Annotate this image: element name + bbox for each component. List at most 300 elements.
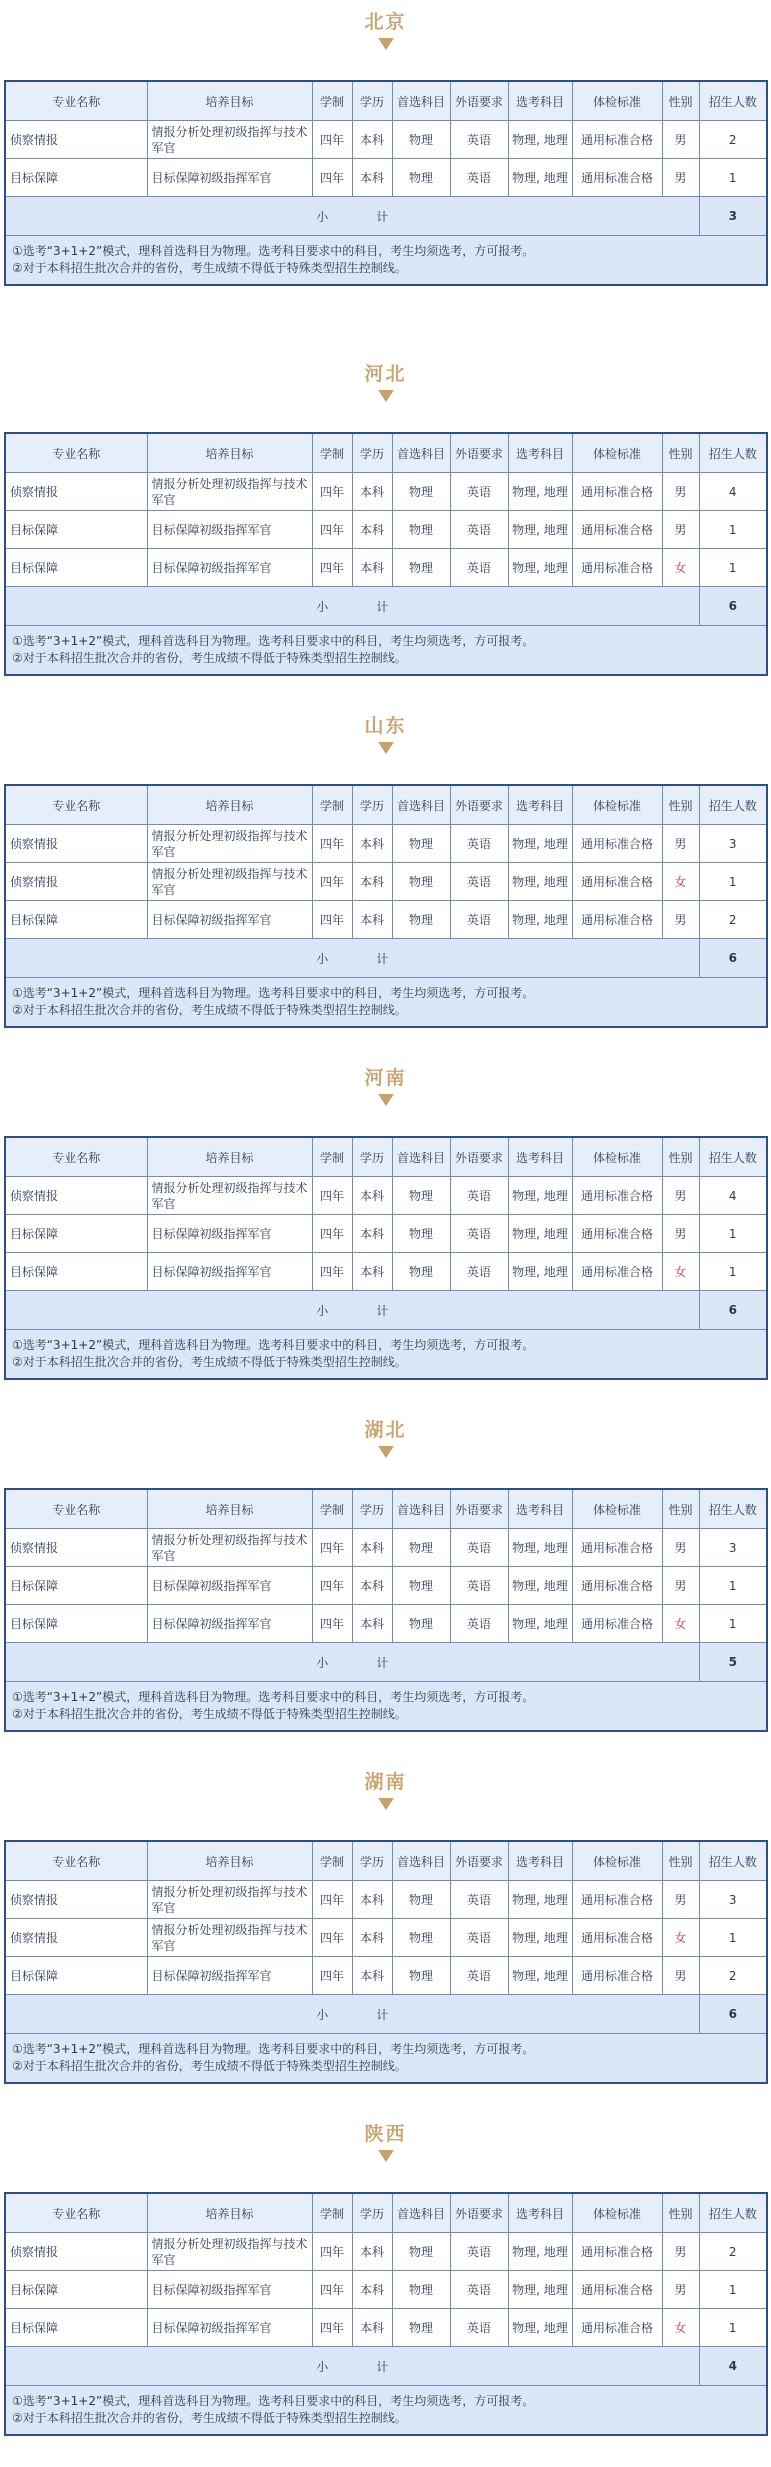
table-row xyxy=(5,1567,767,1605)
column-header: 培养目标 xyxy=(147,2193,312,2233)
table-cell: 侦察情报 xyxy=(5,2233,147,2271)
table-row xyxy=(5,159,767,197)
table-cell: 侦察情报 xyxy=(5,1529,147,1567)
table-cell: 目标保障 xyxy=(5,1253,147,1291)
quota-cell: 1 xyxy=(699,1605,767,1643)
column-header: 首选科目 xyxy=(392,433,450,473)
admissions-table xyxy=(4,1488,768,1732)
province-title: 山东 xyxy=(364,715,407,737)
table-cell: 物理, 地理 xyxy=(508,1567,572,1605)
column-header: 专业名称 xyxy=(5,433,147,473)
notes-row xyxy=(5,626,767,676)
column-header: 专业名称 xyxy=(5,1489,147,1529)
note-line: ②对于本科招生批次合并的省份，考生成绩不得低于特殊类型招生控制线。 xyxy=(12,2411,407,2425)
subtotal-label-left: 小 xyxy=(316,599,329,614)
table-cell: 物理, 地理 xyxy=(508,1919,572,1957)
province-section xyxy=(0,1066,771,1411)
note-line: ②对于本科招生批次合并的省份，考生成绩不得低于特殊类型招生控制线。 xyxy=(12,2059,407,2073)
table-cell: 通用标准合格 xyxy=(572,549,662,587)
table-cell: 侦察情报 xyxy=(5,1919,147,1957)
column-header: 选考科目 xyxy=(508,81,572,121)
table-cell: 物理 xyxy=(392,2271,450,2309)
column-header: 招生人数 xyxy=(699,1841,767,1881)
quota-cell: 1 xyxy=(699,1919,767,1957)
gender-cell: 男 xyxy=(662,1177,699,1215)
table-cell: 目标保障 xyxy=(5,2271,147,2309)
table-cell: 通用标准合格 xyxy=(572,1529,662,1567)
province-section xyxy=(0,362,771,707)
table-cell: 四年 xyxy=(312,121,352,159)
table-cell: 物理 xyxy=(392,1177,450,1215)
table-cell: 物理 xyxy=(392,1253,450,1291)
column-header: 专业名称 xyxy=(5,1841,147,1881)
table-cell: 物理, 地理 xyxy=(508,901,572,939)
subtotal-row xyxy=(5,1995,767,2034)
notes-row xyxy=(5,978,767,1028)
table-cell: 目标保障初级指挥军官 xyxy=(147,1215,312,1253)
table-cell: 目标保障初级指挥军官 xyxy=(147,1253,312,1291)
notes-cell xyxy=(5,978,767,1028)
column-header: 招生人数 xyxy=(699,433,767,473)
note-line: ②对于本科招生批次合并的省份，考生成绩不得低于特殊类型招生控制线。 xyxy=(12,1355,407,1369)
down-arrow-icon xyxy=(378,38,394,50)
table-cell: 英语 xyxy=(450,1881,508,1919)
column-header: 学历 xyxy=(352,433,392,473)
table-cell: 物理, 地理 xyxy=(508,1177,572,1215)
table-row xyxy=(5,1919,767,1957)
note-line: ②对于本科招生批次合并的省份，考生成绩不得低于特殊类型招生控制线。 xyxy=(12,1707,407,1721)
subtotal-value: 6 xyxy=(699,1995,767,2034)
table-cell: 四年 xyxy=(312,511,352,549)
subtotal-label-right: 计 xyxy=(376,599,389,614)
note-line: ①选考“3+1+2”模式，理科首选科目为物理。选考科目要求中的科目，考生均须选考，方可报考。 xyxy=(12,986,535,1000)
table-cell: 侦察情报 xyxy=(5,863,147,901)
quota-cell: 2 xyxy=(699,2233,767,2271)
subtotal-label-right: 计 xyxy=(376,951,389,966)
table-cell: 通用标准合格 xyxy=(572,1957,662,1995)
table-cell: 本科 xyxy=(352,121,392,159)
quota-cell: 3 xyxy=(699,1529,767,1567)
column-header: 培养目标 xyxy=(147,1137,312,1177)
province-section xyxy=(0,1770,771,2115)
column-header: 首选科目 xyxy=(392,2193,450,2233)
table-cell: 通用标准合格 xyxy=(572,825,662,863)
subtotal-label-left: 小 xyxy=(316,2007,329,2022)
table-cell: 通用标准合格 xyxy=(572,901,662,939)
table-cell: 英语 xyxy=(450,473,508,511)
subtotal-row xyxy=(5,939,767,978)
notes-row xyxy=(5,236,767,286)
table-cell: 通用标准合格 xyxy=(572,159,662,197)
subtotal-value: 6 xyxy=(699,587,767,626)
table-cell: 物理, 地理 xyxy=(508,549,572,587)
column-header: 体检标准 xyxy=(572,2193,662,2233)
subtotal-label xyxy=(5,939,699,978)
note-line: ①选考“3+1+2”模式，理科首选科目为物理。选考科目要求中的科目，考生均须选考，方可报考。 xyxy=(12,244,535,258)
table-cell: 本科 xyxy=(352,159,392,197)
table-cell: 侦察情报 xyxy=(5,121,147,159)
note-line: ②对于本科招生批次合并的省份，考生成绩不得低于特殊类型招生控制线。 xyxy=(12,651,407,665)
table-cell: 物理 xyxy=(392,1919,450,1957)
column-header: 性别 xyxy=(662,785,699,825)
table-cell: 四年 xyxy=(312,825,352,863)
quota-cell: 1 xyxy=(699,1253,767,1291)
column-header: 专业名称 xyxy=(5,81,147,121)
table-cell: 侦察情报 xyxy=(5,825,147,863)
gender-cell: 男 xyxy=(662,1567,699,1605)
table-cell: 英语 xyxy=(450,1919,508,1957)
table-cell: 物理, 地理 xyxy=(508,825,572,863)
table-row xyxy=(5,473,767,511)
subtotal-value: 6 xyxy=(699,1291,767,1330)
admissions-table xyxy=(4,1136,768,1380)
table-cell: 物理 xyxy=(392,1215,450,1253)
gender-cell: 男 xyxy=(662,1881,699,1919)
table-cell: 情报分析处理初级指挥与技术军官 xyxy=(147,863,312,901)
table-cell: 四年 xyxy=(312,901,352,939)
table-cell: 本科 xyxy=(352,1567,392,1605)
table-cell: 目标保障 xyxy=(5,159,147,197)
table-cell: 物理, 地理 xyxy=(508,1957,572,1995)
gender-cell: 男 xyxy=(662,2271,699,2309)
table-header-row xyxy=(5,1841,767,1881)
table-cell: 英语 xyxy=(450,1177,508,1215)
table-cell: 目标保障 xyxy=(5,549,147,587)
table-row xyxy=(5,1881,767,1919)
table-cell: 目标保障 xyxy=(5,1567,147,1605)
column-header: 招生人数 xyxy=(699,2193,767,2233)
column-header: 专业名称 xyxy=(5,2193,147,2233)
subtotal-label-right: 计 xyxy=(376,209,389,224)
table-row xyxy=(5,1253,767,1291)
column-header: 学历 xyxy=(352,81,392,121)
table-cell: 英语 xyxy=(450,511,508,549)
column-header: 专业名称 xyxy=(5,1137,147,1177)
table-cell: 四年 xyxy=(312,549,352,587)
subtotal-value: 4 xyxy=(699,2347,767,2386)
table-cell: 英语 xyxy=(450,1215,508,1253)
table-row xyxy=(5,1957,767,1995)
column-header: 首选科目 xyxy=(392,785,450,825)
table-cell: 英语 xyxy=(450,2309,508,2347)
column-header: 选考科目 xyxy=(508,433,572,473)
province-title: 湖北 xyxy=(364,1419,407,1441)
table-cell: 物理, 地理 xyxy=(508,1881,572,1919)
gender-cell: 男 xyxy=(662,1529,699,1567)
table-cell: 四年 xyxy=(312,863,352,901)
subtotal-label xyxy=(5,1995,699,2034)
table-cell: 本科 xyxy=(352,549,392,587)
column-header: 外语要求 xyxy=(450,1489,508,1529)
gender-cell: 女 xyxy=(662,2309,699,2347)
table-cell: 物理, 地理 xyxy=(508,2309,572,2347)
column-header: 体检标准 xyxy=(572,433,662,473)
table-cell: 目标保障初级指挥军官 xyxy=(147,2309,312,2347)
table-cell: 目标保障 xyxy=(5,1215,147,1253)
table-row xyxy=(5,863,767,901)
gender-cell: 男 xyxy=(662,1215,699,1253)
quota-cell: 1 xyxy=(699,511,767,549)
table-cell: 物理 xyxy=(392,159,450,197)
table-cell: 本科 xyxy=(352,2271,392,2309)
table-cell: 物理 xyxy=(392,863,450,901)
quota-cell: 2 xyxy=(699,1957,767,1995)
gender-cell: 女 xyxy=(662,1919,699,1957)
table-cell: 本科 xyxy=(352,863,392,901)
subtotal-label-right: 计 xyxy=(376,1303,389,1318)
table-cell: 物理, 地理 xyxy=(508,1529,572,1567)
table-cell: 物理, 地理 xyxy=(508,159,572,197)
down-arrow-icon xyxy=(378,1094,394,1106)
table-cell: 本科 xyxy=(352,1919,392,1957)
table-cell: 本科 xyxy=(352,2309,392,2347)
table-cell: 英语 xyxy=(450,1529,508,1567)
subtotal-label-left: 小 xyxy=(316,1303,329,1318)
column-header: 首选科目 xyxy=(392,1137,450,1177)
table-row xyxy=(5,2271,767,2309)
column-header: 首选科目 xyxy=(392,81,450,121)
notes-row xyxy=(5,2034,767,2084)
gender-cell: 男 xyxy=(662,511,699,549)
table-cell: 四年 xyxy=(312,1529,352,1567)
table-cell: 物理, 地理 xyxy=(508,511,572,549)
province-title: 湖南 xyxy=(364,1771,407,1793)
table-cell: 四年 xyxy=(312,1881,352,1919)
table-header-row xyxy=(5,2193,767,2233)
down-arrow-icon xyxy=(378,2150,394,2162)
gender-cell: 男 xyxy=(662,825,699,863)
province-title: 河南 xyxy=(364,1067,407,1089)
table-cell: 目标保障初级指挥军官 xyxy=(147,1567,312,1605)
table-cell: 通用标准合格 xyxy=(572,2309,662,2347)
table-cell: 通用标准合格 xyxy=(572,1605,662,1643)
column-header: 学历 xyxy=(352,2193,392,2233)
table-row xyxy=(5,1177,767,1215)
table-cell: 物理 xyxy=(392,121,450,159)
quota-cell: 3 xyxy=(699,825,767,863)
column-header: 学制 xyxy=(312,1841,352,1881)
column-header: 选考科目 xyxy=(508,785,572,825)
column-header: 首选科目 xyxy=(392,1489,450,1529)
column-header: 外语要求 xyxy=(450,785,508,825)
subtotal-row xyxy=(5,1643,767,1682)
column-header: 外语要求 xyxy=(450,1137,508,1177)
gender-cell: 男 xyxy=(662,159,699,197)
column-header: 外语要求 xyxy=(450,2193,508,2233)
column-header: 培养目标 xyxy=(147,1489,312,1529)
table-cell: 物理, 地理 xyxy=(508,2271,572,2309)
column-header: 学历 xyxy=(352,1137,392,1177)
table-row xyxy=(5,2233,767,2271)
table-cell: 目标保障 xyxy=(5,1957,147,1995)
table-cell: 侦察情报 xyxy=(5,473,147,511)
table-cell: 情报分析处理初级指挥与技术军官 xyxy=(147,825,312,863)
quota-cell: 1 xyxy=(699,1567,767,1605)
table-cell: 本科 xyxy=(352,2233,392,2271)
table-cell: 物理 xyxy=(392,2233,450,2271)
province-title: 陕西 xyxy=(364,2123,407,2145)
table-cell: 通用标准合格 xyxy=(572,473,662,511)
table-row xyxy=(5,825,767,863)
table-cell: 本科 xyxy=(352,901,392,939)
admissions-table xyxy=(4,784,768,1028)
table-cell: 目标保障初级指挥军官 xyxy=(147,511,312,549)
table-cell: 四年 xyxy=(312,2271,352,2309)
table-cell: 四年 xyxy=(312,1177,352,1215)
table-cell: 目标保障 xyxy=(5,1605,147,1643)
table-cell: 通用标准合格 xyxy=(572,1919,662,1957)
quota-cell: 2 xyxy=(699,901,767,939)
subtotal-label-left: 小 xyxy=(316,2359,329,2374)
table-cell: 目标保障初级指挥军官 xyxy=(147,549,312,587)
column-header: 培养目标 xyxy=(147,1841,312,1881)
column-header: 体检标准 xyxy=(572,785,662,825)
table-cell: 目标保障初级指挥军官 xyxy=(147,159,312,197)
column-header: 首选科目 xyxy=(392,1841,450,1881)
notes-cell xyxy=(5,2386,767,2436)
column-header: 培养目标 xyxy=(147,81,312,121)
province-section xyxy=(0,2122,771,2467)
quota-cell: 3 xyxy=(699,1881,767,1919)
subtotal-value: 5 xyxy=(699,1643,767,1682)
subtotal-label xyxy=(5,1291,699,1330)
column-header: 性别 xyxy=(662,81,699,121)
column-header: 学历 xyxy=(352,1489,392,1529)
table-row xyxy=(5,511,767,549)
notes-row xyxy=(5,1682,767,1732)
table-cell: 通用标准合格 xyxy=(572,1215,662,1253)
column-header: 选考科目 xyxy=(508,1489,572,1529)
column-header: 学制 xyxy=(312,81,352,121)
table-cell: 四年 xyxy=(312,1215,352,1253)
table-header-row xyxy=(5,1489,767,1529)
table-cell: 四年 xyxy=(312,2309,352,2347)
table-cell: 通用标准合格 xyxy=(572,2233,662,2271)
column-header: 性别 xyxy=(662,1841,699,1881)
column-header: 性别 xyxy=(662,433,699,473)
table-cell: 本科 xyxy=(352,1529,392,1567)
column-header: 招生人数 xyxy=(699,1137,767,1177)
table-cell: 物理, 地理 xyxy=(508,2233,572,2271)
province-section xyxy=(0,10,771,355)
column-header: 外语要求 xyxy=(450,81,508,121)
gender-cell: 男 xyxy=(662,473,699,511)
quota-cell: 4 xyxy=(699,1177,767,1215)
column-header: 学历 xyxy=(352,785,392,825)
subtotal-row xyxy=(5,587,767,626)
table-row xyxy=(5,549,767,587)
column-header: 学历 xyxy=(352,1841,392,1881)
table-cell: 英语 xyxy=(450,825,508,863)
table-cell: 物理 xyxy=(392,511,450,549)
gender-cell: 男 xyxy=(662,2233,699,2271)
table-row xyxy=(5,1215,767,1253)
table-cell: 本科 xyxy=(352,511,392,549)
table-cell: 物理 xyxy=(392,1529,450,1567)
table-cell: 英语 xyxy=(450,549,508,587)
table-cell: 物理 xyxy=(392,825,450,863)
column-header: 招生人数 xyxy=(699,81,767,121)
table-cell: 情报分析处理初级指挥与技术军官 xyxy=(147,1529,312,1567)
column-header: 学制 xyxy=(312,785,352,825)
quota-cell: 1 xyxy=(699,549,767,587)
gender-cell: 男 xyxy=(662,901,699,939)
table-cell: 情报分析处理初级指挥与技术军官 xyxy=(147,121,312,159)
column-header: 选考科目 xyxy=(508,1841,572,1881)
table-cell: 物理, 地理 xyxy=(508,121,572,159)
table-cell: 四年 xyxy=(312,1919,352,1957)
table-header-row xyxy=(5,81,767,121)
column-header: 招生人数 xyxy=(699,1489,767,1529)
admissions-table xyxy=(4,2192,768,2436)
subtotal-label xyxy=(5,197,699,236)
table-cell: 物理, 地理 xyxy=(508,1605,572,1643)
column-header: 体检标准 xyxy=(572,1137,662,1177)
province-title: 河北 xyxy=(364,363,407,385)
table-cell: 英语 xyxy=(450,1567,508,1605)
table-cell: 通用标准合格 xyxy=(572,863,662,901)
table-cell: 物理 xyxy=(392,473,450,511)
table-cell: 本科 xyxy=(352,825,392,863)
gender-cell: 男 xyxy=(662,1957,699,1995)
table-cell: 目标保障初级指挥军官 xyxy=(147,1605,312,1643)
quota-cell: 1 xyxy=(699,1215,767,1253)
table-cell: 物理, 地理 xyxy=(508,473,572,511)
gender-cell: 女 xyxy=(662,1253,699,1291)
subtotal-label-right: 计 xyxy=(376,2007,389,2022)
table-cell: 目标保障初级指挥军官 xyxy=(147,1957,312,1995)
table-cell: 四年 xyxy=(312,1567,352,1605)
table-cell: 物理 xyxy=(392,549,450,587)
table-cell: 物理, 地理 xyxy=(508,1215,572,1253)
table-cell: 通用标准合格 xyxy=(572,1881,662,1919)
table-cell: 四年 xyxy=(312,473,352,511)
table-cell: 英语 xyxy=(450,121,508,159)
quota-cell: 1 xyxy=(699,159,767,197)
table-cell: 通用标准合格 xyxy=(572,1177,662,1215)
subtotal-label-left: 小 xyxy=(316,1655,329,1670)
province-section xyxy=(0,714,771,1059)
column-header: 培养目标 xyxy=(147,785,312,825)
note-line: ①选考“3+1+2”模式，理科首选科目为物理。选考科目要求中的科目，考生均须选考，方可报考。 xyxy=(12,634,535,648)
notes-cell xyxy=(5,236,767,286)
table-cell: 侦察情报 xyxy=(5,1881,147,1919)
table-row xyxy=(5,901,767,939)
quota-cell: 1 xyxy=(699,2309,767,2347)
notes-cell xyxy=(5,626,767,676)
table-cell: 英语 xyxy=(450,2271,508,2309)
column-header: 学制 xyxy=(312,433,352,473)
table-cell: 英语 xyxy=(450,1253,508,1291)
column-header: 性别 xyxy=(662,1489,699,1529)
subtotal-value: 3 xyxy=(699,197,767,236)
notes-cell xyxy=(5,2034,767,2084)
table-header-row xyxy=(5,1137,767,1177)
column-header: 体检标准 xyxy=(572,1489,662,1529)
province-section xyxy=(0,1418,771,1763)
admissions-table xyxy=(4,432,768,676)
subtotal-label-left: 小 xyxy=(316,951,329,966)
admissions-table xyxy=(4,80,768,286)
table-cell: 物理 xyxy=(392,1567,450,1605)
column-header: 学制 xyxy=(312,1489,352,1529)
gender-cell: 男 xyxy=(662,121,699,159)
table-cell: 四年 xyxy=(312,2233,352,2271)
subtotal-value: 6 xyxy=(699,939,767,978)
admissions-table xyxy=(4,1840,768,2084)
table-cell: 目标保障 xyxy=(5,511,147,549)
quota-cell: 1 xyxy=(699,2271,767,2309)
